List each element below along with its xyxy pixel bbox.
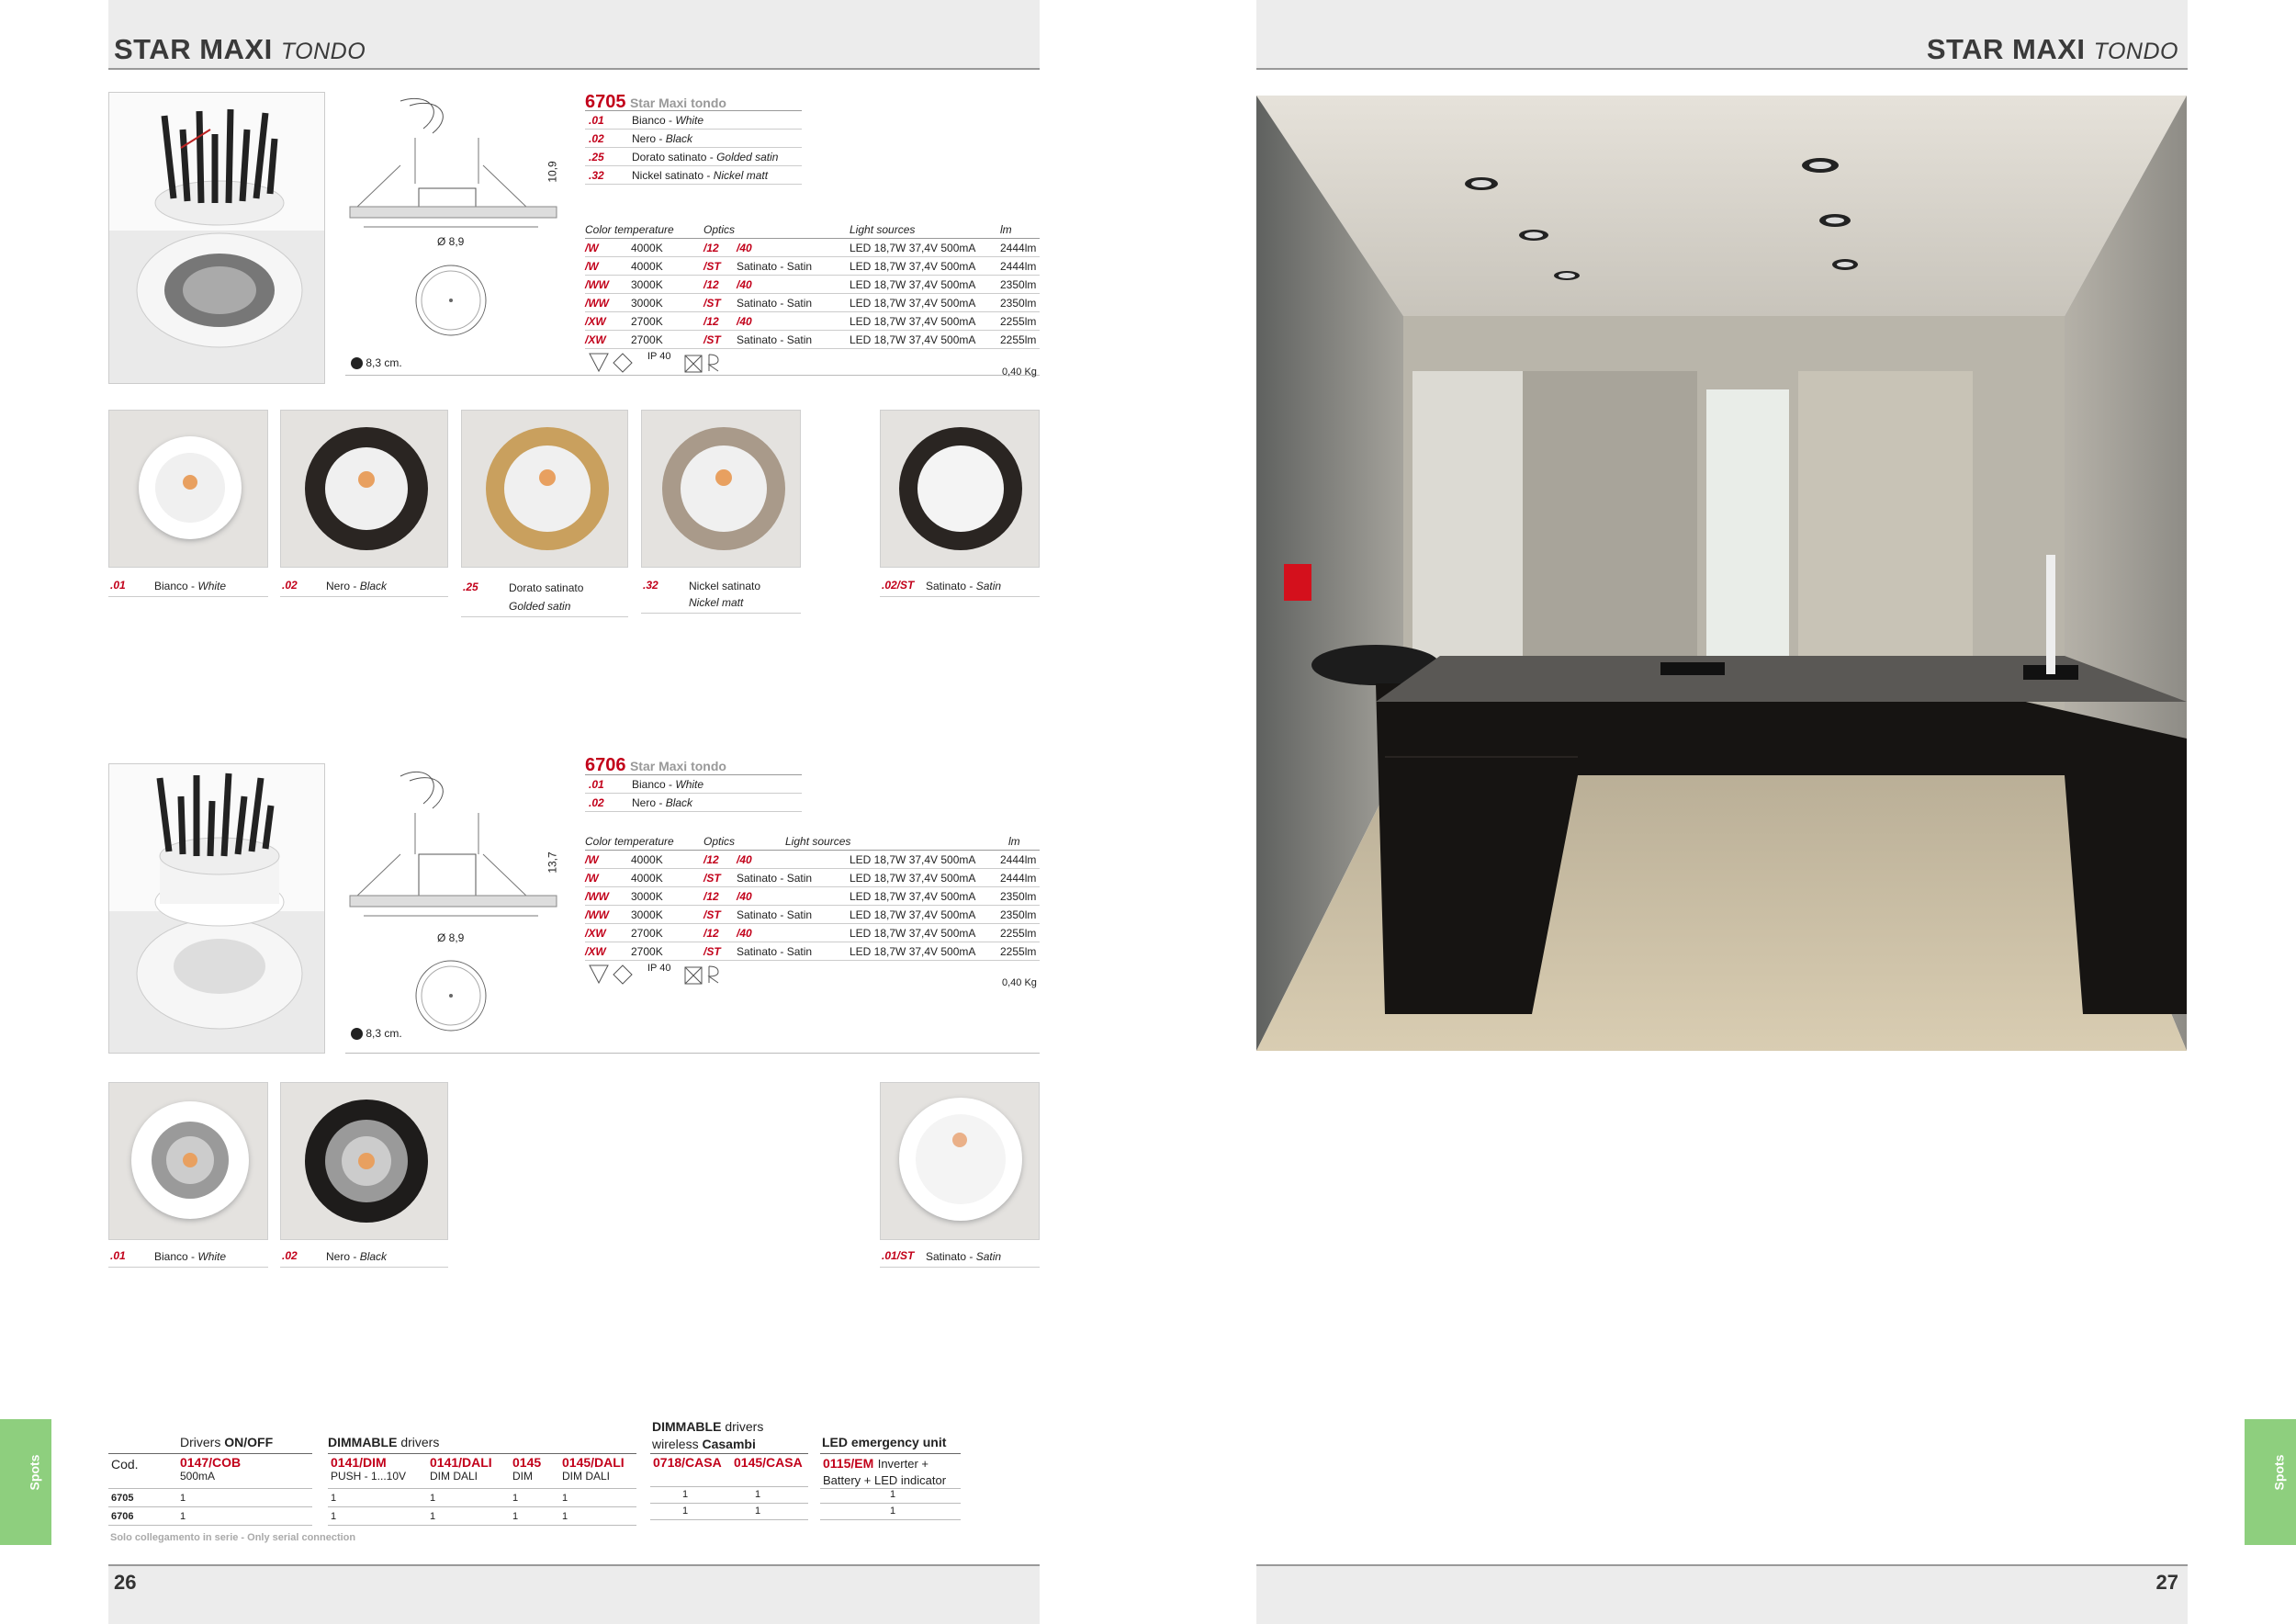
drivers-cell: 1: [682, 1506, 689, 1517]
left-page-title: STAR MAXI TONDO: [114, 33, 366, 65]
drivers-cell: 1: [755, 1506, 761, 1517]
cutout-6705: 8,3 cm.: [351, 356, 402, 369]
drawing-rule-6705: [345, 375, 1040, 376]
drivers-cell: 1: [180, 1511, 186, 1522]
drivers-rule-row2-2: [328, 1525, 636, 1526]
thumb-6706-black: [280, 1082, 448, 1240]
drivers-cod-label: Cod.: [111, 1457, 139, 1472]
drivers-rule-row2-3: [650, 1519, 808, 1520]
drivers-cell: 1: [430, 1493, 436, 1504]
right-footer-band: [1256, 1566, 2188, 1624]
drivers-cell: 1: [331, 1511, 337, 1522]
dim-height-6705: 10,9: [546, 161, 559, 183]
spec-table-6706: Color temperature Optics Light sources lm /W 4000K /12 /40 LED 18,7W 37,4V 500mA 2444lm /W 4000K /ST Satinato - Satin LED 18,7W 37,4V 500mA 2444lm /WW 3000K /12 /40 LED 18,7W 37,4V 500mA 2350lm /WW 3000K /ST Satinato - Satin LED 18,7W 37,4V 500mA 2350lm /XW 2700K /12 /40 LED 18,7W 37,4V 500mA 2255lm /XW 2700K /ST Satinato - Satin LED 18,7W 37,4V 500mA 2255lm: [585, 832, 1040, 961]
product-code-6706: 6706: [585, 755, 626, 775]
ip-rating-6705: IP 40: [647, 351, 671, 362]
thumb-label-6705-25: .25 Dorato satinato Golded satin: [461, 579, 628, 617]
drawing-rule-6706: [345, 1053, 1040, 1054]
drivers-cell: 1: [890, 1506, 896, 1517]
product-6705-photo: [108, 92, 325, 384]
left-page-number: 26: [114, 1571, 137, 1594]
drivers-emergency-header: LED emergency unit: [822, 1435, 947, 1449]
thumb-label-6706-01st: .01/ST Satinato - Satin: [880, 1249, 1040, 1268]
cutout-icon: [351, 1028, 363, 1040]
drivers-onoff-header: Drivers ON/OFF: [180, 1435, 274, 1449]
thumb-6705-satin: [880, 410, 1040, 568]
drivers-note: Solo collegamento in serie - Only serial connection: [110, 1532, 356, 1543]
driver-code-0718-casa: 0718/CASA: [653, 1455, 722, 1470]
right-title-rule: [1256, 68, 2188, 70]
ip-rating-6706: IP 40: [647, 963, 671, 974]
drivers-rule-row2: [108, 1525, 312, 1526]
thumb-6705-black: [280, 410, 448, 568]
driver-code-0115-em: 0115/EM Inverter + Battery + LED indicator: [823, 1456, 947, 1487]
drivers-rule-top-4: [820, 1453, 961, 1454]
right-side-tab: Spots: [2245, 1419, 2296, 1545]
dim-height-6706: 13,7: [546, 851, 559, 874]
product-6706-header: [585, 755, 802, 776]
drivers-rule-row1-4: [820, 1503, 961, 1504]
driver-code-0145-casa: 0145/CASA: [734, 1455, 803, 1470]
drivers-cell: 1: [562, 1493, 568, 1504]
drivers-rule-row1: [108, 1506, 312, 1507]
dim-diameter-6706: Ø 8,9: [437, 931, 465, 944]
weight-6705: 0,40 Kg: [1002, 367, 1037, 378]
driver-code-0141-dali: 0141/DALI DIM DALI: [430, 1455, 492, 1483]
product-code-6705: 6705: [585, 92, 626, 112]
drivers-cell: 1: [890, 1489, 896, 1500]
thumb-6706-white: [108, 1082, 268, 1240]
left-footer-band: [108, 1566, 1040, 1624]
drivers-wireless-header: DIMMABLE drivers wireless Casambi: [652, 1419, 764, 1451]
drivers-cell: 1: [430, 1511, 436, 1522]
product-6705-drawing: [345, 92, 566, 377]
weight-6706: 0,40 Kg: [1002, 977, 1037, 988]
drivers-cell: 1: [512, 1511, 519, 1522]
product-6706-drawing: [345, 762, 566, 1038]
drivers-cell: 1: [512, 1493, 519, 1504]
drivers-cell: 1: [755, 1489, 761, 1500]
drivers-cell: 1: [180, 1493, 186, 1504]
drivers-rule-row2-4: [820, 1519, 961, 1520]
driver-code-0145: 0145 DIM: [512, 1455, 542, 1483]
drivers-rule-top-2: [328, 1453, 636, 1454]
thumb-label-6705-02: .02 Nero - Black: [280, 579, 448, 597]
interior-photo: [1256, 96, 2187, 1051]
drivers-cell: 1: [562, 1511, 568, 1522]
drivers-dim-header: DIMMABLE drivers: [328, 1435, 440, 1449]
thumb-6706-satin: [880, 1082, 1040, 1240]
thumb-6705-golded: [461, 410, 628, 568]
drivers-cell: 1: [331, 1493, 337, 1504]
thumb-label-6705-01: .01 Bianco - White: [108, 579, 268, 597]
right-page-number: 27: [2155, 1571, 2178, 1594]
left-side-tab: Spots: [0, 1419, 51, 1545]
drivers-rule-row1-3: [650, 1503, 808, 1504]
drivers-row-model-6705: 6705: [111, 1493, 134, 1504]
cutout-6706: 8,3 cm.: [351, 1027, 402, 1040]
drivers-rule-mid-3: [650, 1486, 808, 1487]
thumb-label-6706-01: .01 Bianco - White: [108, 1249, 268, 1268]
driver-code-0147-cob: 0147/COB 500mA: [180, 1455, 242, 1483]
right-page-title: STAR MAXI TONDO: [1926, 33, 2178, 65]
spec-table-6705: Color temperature Optics Light sources lm /W 4000K /12 /40 LED 18,7W 37,4V 500mA 2444lm /W 4000K /ST Satinato - Satin LED 18,7W 37,4V 500mA 2444lm /WW 3000K /12 /40 LED 18,7W 37,4V 500mA 2350lm /WW 3000K /ST Satinato - Satin LED 18,7W 37,4V 500mA 2350lm /XW 2700K /12 /40 LED 18,7W 37,4V 500mA 2255lm /XW 2700K /ST Satinato - Satin LED 18,7W 37,4V 500mA 2255lm: [585, 220, 1040, 349]
drivers-row-model-6706: 6706: [111, 1511, 134, 1522]
cutout-icon: [351, 357, 363, 369]
drivers-cell: 1: [682, 1489, 689, 1500]
thumb-label-6705-32: .32 Nickel satinato Nickel matt: [641, 579, 801, 614]
product-name-6706: Star Maxi tondo: [629, 759, 726, 773]
drivers-rule-top: [108, 1453, 312, 1454]
finishes-6705: .01 Bianco - White .02 Nero - Black .25 Dorato satinato - Golded satin .32 Nickel satinato - Nickel matt: [585, 110, 802, 186]
drivers-rule-mid: [108, 1488, 312, 1489]
thumb-6705-white: [108, 410, 268, 568]
product-6706-photo: [108, 763, 325, 1054]
product-name-6705: Star Maxi tondo: [629, 96, 726, 110]
thumb-label-6705-02st: .02/ST Satinato - Satin: [880, 579, 1040, 597]
left-title-rule: [108, 68, 1040, 70]
drivers-rule-mid-2: [328, 1488, 636, 1489]
drivers-rule-top-3: [650, 1453, 808, 1454]
dim-diameter-6705: Ø 8,9: [437, 235, 465, 248]
thumb-label-6706-02: .02 Nero - Black: [280, 1249, 448, 1268]
finishes-6706: .01 Bianco - White .02 Nero - Black: [585, 774, 802, 813]
driver-code-0141-dim: 0141/DIM PUSH - 1...10V: [331, 1455, 407, 1483]
driver-code-0145-dali: 0145/DALI DIM DALI: [562, 1455, 625, 1483]
thumb-6705-nickel: [641, 410, 801, 568]
drivers-rule-row1-2: [328, 1506, 636, 1507]
